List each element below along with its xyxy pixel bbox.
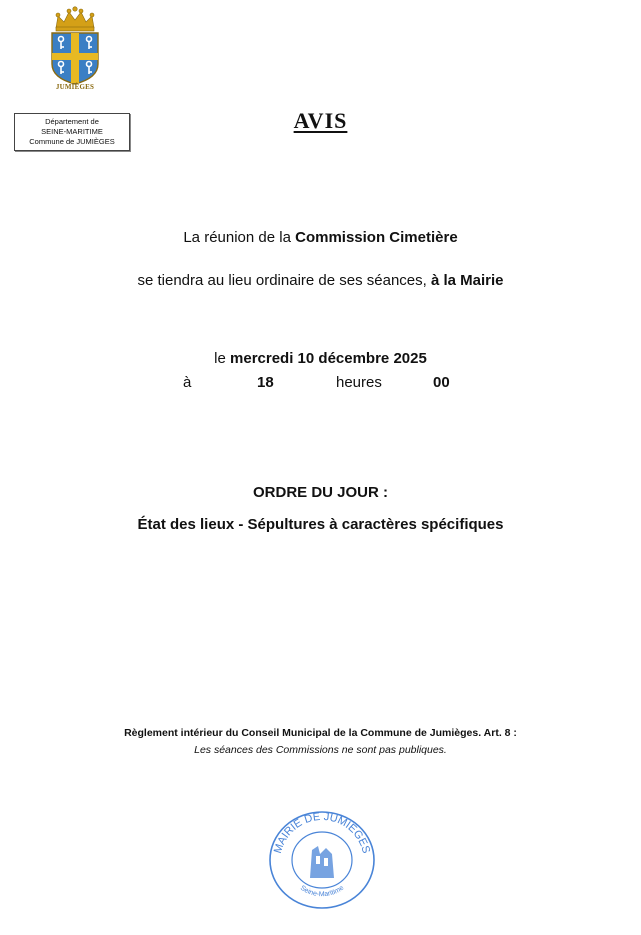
- department-line-2: SEINE-MARITIME: [41, 127, 103, 136]
- svg-text:Seine-Maritime: [299, 885, 345, 899]
- stamp-top-text: MAIRIE DE JUMIÈGES: [271, 810, 373, 855]
- page-title: [0, 108, 641, 134]
- location-name: à la Mairie: [430, 272, 504, 289]
- time-word: heures: [336, 374, 382, 391]
- page-title-text: AVIS: [293, 108, 348, 133]
- time-minutes: 00: [433, 374, 450, 391]
- mairie-stamp-icon: [266, 806, 378, 910]
- time-a: à: [183, 374, 192, 391]
- footer-regulation: Règlement intérieur du Conseil Municipal de la Commune de Jumièges. Art. 8 :: [124, 727, 517, 739]
- crest-label: JUMIÈGES: [55, 83, 95, 91]
- location-line: [0, 272, 641, 289]
- time-hour: 18: [257, 374, 274, 391]
- meeting-line: [0, 229, 641, 246]
- meeting-line-prefix: La réunion de la: [183, 229, 296, 246]
- meeting-date: mercredi 10 décembre 2025: [230, 350, 427, 367]
- location-line-prefix: se tiendra au lieu ordinaire de ses séances,: [137, 272, 431, 289]
- footer-note: Les séances des Commissions ne sont pas publiques.: [194, 744, 447, 756]
- svg-text:MAIRIE DE JUMIÈGES: [272, 811, 372, 855]
- date-line: [0, 350, 641, 367]
- stamp-bottom-text: Seine-Maritime: [298, 884, 346, 899]
- department-line-1: Département de: [45, 117, 99, 126]
- agenda-item: État des lieux - Sépultures à caractères spécifiques: [137, 516, 504, 533]
- commission-name: Commission Cimetière: [295, 229, 458, 246]
- date-prefix: le: [214, 350, 231, 367]
- agenda-heading: ORDRE DU JOUR :: [252, 484, 388, 501]
- department-line-3: Commune de JUMIÈGES: [29, 137, 115, 146]
